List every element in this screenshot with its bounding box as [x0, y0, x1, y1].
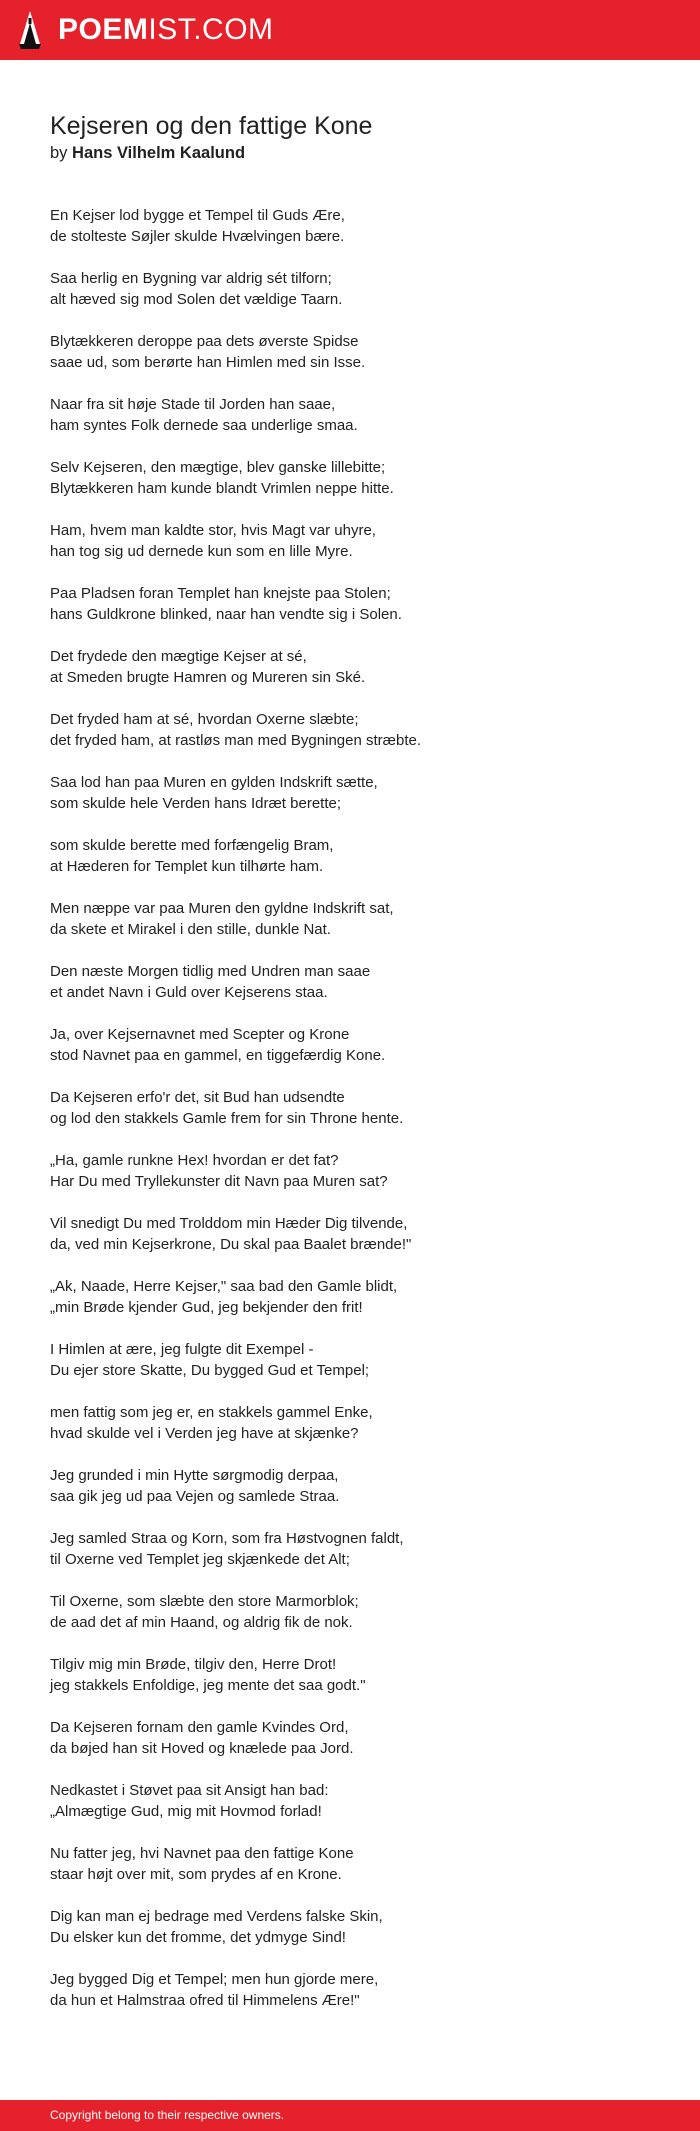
poem-line: Jeg samled Straa og Korn, som fra Høstvognen faldt,: [50, 1530, 404, 1547]
poem-line: et andet Navn i Guld over Kejserens staa.: [50, 984, 328, 1001]
poem-line: Ham, hvem man kaldte stor, hvis Magt var uhyre,: [50, 522, 376, 539]
poem-line: Da Kejseren fornam den gamle Kvindes Ord,: [50, 1719, 349, 1736]
pen-nib-icon: [16, 10, 44, 50]
poem-stanza: [50, 1402, 660, 1444]
poem-line: Nu fatter jeg, hvi Navnet paa den fattige Kone: [50, 1845, 354, 1862]
poem-line: Men næppe var paa Muren den gyldne Indskrift sat,: [50, 900, 394, 917]
poem-line: Har Du med Tryllekunster dit Navn paa Muren sat?: [50, 1173, 388, 1190]
poem-stanza: [50, 1150, 660, 1192]
poem-line: saae ud, som berørte han Himlen med sin Isse.: [50, 354, 366, 371]
poem-line: Selv Kejseren, den mægtige, blev ganske lillebitte;: [50, 459, 386, 476]
poem-stanza: [50, 1591, 660, 1633]
poem-byline: [50, 142, 660, 164]
poem-stanza: [50, 1339, 660, 1381]
poem-line: Jeg grunded i min Hytte sørgmodig derpaa,: [50, 1467, 339, 1484]
poem-line: hans Guldkrone blinked, naar han vendte sig i Solen.: [50, 606, 402, 623]
poem-stanza: [50, 268, 660, 310]
poem-line: Den næste Morgen tidlig med Undren man saae: [50, 963, 371, 980]
poem-line: „Ha, gamle runkne Hex! hvordan er det fat?: [50, 1152, 339, 1169]
poem-line: Paa Pladsen foran Templet han knejste paa Stolen;: [50, 585, 391, 602]
poem-line: som skulde berette med forfængelig Bram,: [50, 837, 334, 854]
poem-line: Dig kan man ej bedrage med Verdens falske Skin,: [50, 1908, 383, 1925]
poem-stanza: [50, 1276, 660, 1318]
poem-line: da bøjed han sit Hoved og knælede paa Jord.: [50, 1740, 354, 1757]
poem-line: Nedkastet i Støvet paa sit Ansigt han bad:: [50, 1782, 329, 1799]
site-footer: [0, 2100, 700, 2131]
poem-line: Du ejer store Skatte, Du bygged Gud et Tempel;: [50, 1362, 370, 1379]
poem-stanza: [50, 646, 660, 688]
site-header: [0, 0, 700, 60]
poem-line: og lod den stakkels Gamle frem for sin Throne hente.: [50, 1110, 404, 1127]
poem-body: [50, 205, 660, 2011]
poem-line: „Ak, Naade, Herre Kejser," saa bad den Gamle blidt,: [50, 1278, 398, 1295]
poem-line: Da Kejseren erfo'r det, sit Bud han udsendte: [50, 1089, 345, 1106]
poem-stanza: [50, 205, 660, 247]
site-logo[interactable]: [16, 10, 274, 50]
poem-line: Vil snedigt Du med Trolddom min Hæder Dig tilvende,: [50, 1215, 408, 1232]
poem-line: til Oxerne ved Templet jeg skjænkede det Alt;: [50, 1551, 350, 1568]
poem-line: En Kejser lod bygge et Tempel til Guds Ære,: [50, 207, 345, 224]
poem-line: Det fryded ham at sé, hvordan Oxerne slæbte;: [50, 711, 359, 728]
poem-line: Blytækkeren ham kunde blandt Vrimlen neppe hitte.: [50, 480, 394, 497]
poem-line: jeg stakkels Enfoldige, jeg mente det saa godt.": [50, 1677, 366, 1694]
poem-line: Saa lod han paa Muren en gylden Indskrift sætte,: [50, 774, 378, 791]
poem-line: hvad skulde vel i Verden jeg have at skjænke?: [50, 1425, 359, 1442]
poem-line: staar højt over mit, som prydes af en Krone.: [50, 1866, 342, 1883]
poem-line: „Almægtige Gud, mig mit Hovmod forlad!: [50, 1803, 322, 1820]
poem-line: alt hæved sig mod Solen det vældige Taarn.: [50, 291, 343, 308]
poem-stanza: [50, 520, 660, 562]
poem-stanza: [50, 331, 660, 373]
poem-stanza: [50, 1654, 660, 1696]
poem-line: saa gik jeg ud paa Vejen og samlede Straa.: [50, 1488, 340, 1505]
poem-stanza: [50, 961, 660, 1003]
poem-line: stod Navnet paa en gammel, en tiggefærdig Kone.: [50, 1047, 386, 1064]
poem-line: han tog sig ud dernede kun som en lille Myre.: [50, 543, 353, 560]
poem-line: som skulde hele Verden hans Idræt berette;: [50, 795, 342, 812]
poem-line: Blytækkeren deroppe paa dets øverste Spidse: [50, 333, 359, 350]
poem-stanza: [50, 1780, 660, 1822]
poem-stanza: [50, 1465, 660, 1507]
poem-author[interactable]: Hans Vilhelm Kaalund: [72, 144, 246, 162]
poem-stanza: [50, 898, 660, 940]
poem-line: at Hæderen for Templet kun tilhørte ham.: [50, 858, 324, 875]
poem-line: Tilgiv mig min Brøde, tilgiv den, Herre Drot!: [50, 1656, 337, 1673]
poem-line: ham syntes Folk dernede saa underlige smaa.: [50, 417, 358, 434]
poem-stanza: [50, 1969, 660, 2011]
poem-content: [50, 110, 660, 2032]
poem-stanza: [50, 394, 660, 436]
logo-wordmark: POEMIST.COM: [58, 13, 274, 46]
poem-line: da hun et Halmstraa ofred til Himmelens Ære!": [50, 1992, 360, 2009]
poem-stanza: [50, 772, 660, 814]
poem-stanza: [50, 709, 660, 751]
copyright-notice: Copyright belong to their respective owners.: [50, 2108, 285, 2122]
poem-stanza: [50, 1717, 660, 1759]
poem-stanza: [50, 1024, 660, 1066]
poem-line: de aad det af min Haand, og aldrig fik de nok.: [50, 1614, 353, 1631]
poem-line: da, ved min Kejserkrone, Du skal paa Baalet brænde!": [50, 1236, 412, 1253]
poem-line: Til Oxerne, som slæbte den store Marmorblok;: [50, 1593, 359, 1610]
poem-stanza: [50, 835, 660, 877]
poem-line: Naar fra sit høje Stade til Jorden han saae,: [50, 396, 336, 413]
poem-stanza: [50, 1213, 660, 1255]
poem-line: da skete et Mirakel i den stille, dunkle Nat.: [50, 921, 331, 938]
poem-line: det fryded ham, at rastløs man med Bygningen stræbte.: [50, 732, 422, 749]
poem-line: I Himlen at ære, jeg fulgte dit Exempel -: [50, 1341, 314, 1358]
poem-line: de stolteste Søjler skulde Hvælvingen bære.: [50, 228, 345, 245]
poem-line: Saa herlig en Bygning var aldrig sét tilforn;: [50, 270, 332, 287]
poem-line: „min Brøde kjender Gud, jeg bekjender den frit!: [50, 1299, 363, 1316]
poem-line: at Smeden brugte Hamren og Mureren sin Ské.: [50, 669, 366, 686]
poem-line: Ja, over Kejsernavnet med Scepter og Krone: [50, 1026, 350, 1043]
poem-stanza: [50, 1906, 660, 1948]
poem-line: Jeg bygged Dig et Tempel; men hun gjorde mere,: [50, 1971, 379, 1988]
poem-line: Du elsker kun det fromme, det ydmyge Sind!: [50, 1929, 346, 1946]
poem-stanza: [50, 1087, 660, 1129]
poem-stanza: [50, 1528, 660, 1570]
poem-title: Kejseren og den fattige Kone: [50, 112, 373, 140]
byline-prefix: by: [50, 144, 68, 162]
poem-stanza: [50, 457, 660, 499]
poem-line: men fattig som jeg er, en stakkels gammel Enke,: [50, 1404, 373, 1421]
poem-line: Det frydede den mægtige Kejser at sé,: [50, 648, 307, 665]
poem-stanza: [50, 583, 660, 625]
poem-stanza: [50, 1843, 660, 1885]
